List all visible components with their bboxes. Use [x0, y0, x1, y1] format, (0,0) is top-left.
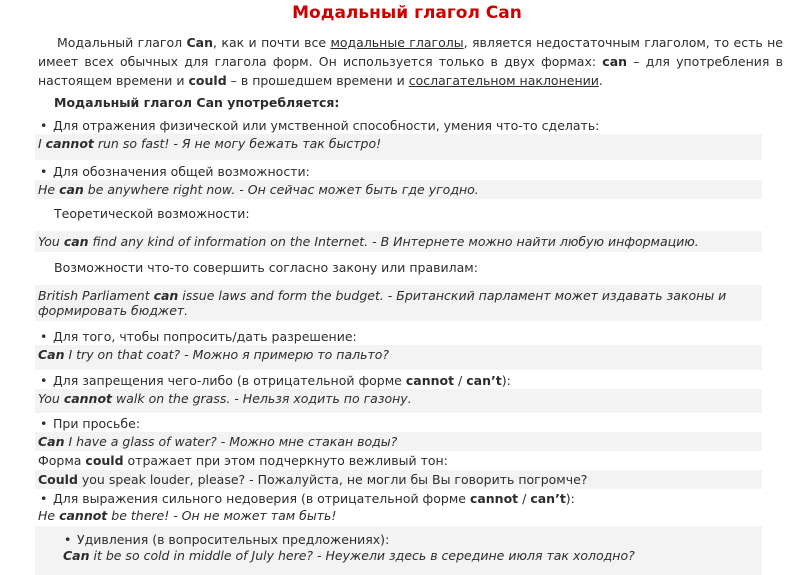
example-disbelief: He cannot be there! - Он не может там быть! — [38, 508, 337, 523]
page-title: Модальный глагол Can — [292, 3, 522, 23]
bullet-label: Для обозначения общей возможности: — [53, 164, 310, 179]
bullet-icon: • — [40, 329, 48, 344]
heading-theoretical-possibility: Теоретической возможности: — [54, 206, 250, 221]
inline-link[interactable]: сослагательном наклонении — [408, 73, 599, 88]
bullet-item-permission — [40, 329, 776, 344]
bullet-item-ability — [40, 118, 776, 133]
example-prohibition: You cannot walk on the grass. - Нельзя ходить по газону. — [35, 389, 762, 413]
bullet-icon: • — [64, 532, 72, 547]
bullet-item-surprise — [64, 532, 754, 547]
bullet-label: Для того, чтобы попросить/дать разрешение: — [53, 329, 357, 344]
inline-link[interactable]: модальные глаголы — [330, 35, 464, 50]
example-legal-possibility: British Parliament can issue laws and form the budget. - Британский парламент может издавать законы и формировать бюджет. — [35, 285, 762, 321]
surprise-section — [35, 526, 762, 575]
example-ability: I cannot run so fast! - Я не могу бежать так быстро! — [35, 134, 762, 160]
heading-polite-request: Форма could отражает при этом подчеркнуто вежливый тон: — [38, 453, 448, 468]
example-general-possibility: He can be anywhere right now. - Он сейчас может быть где угодно. — [35, 180, 762, 199]
example-request: Can I have a glass of water? - Можно мне стакан воды? — [35, 432, 762, 451]
bullet-label: Для выражения сильного недоверия (в отрицательной форме cannot / can’t): — [53, 491, 575, 506]
example-surprise: Can it be so cold in middle of July here? - Неужели здесь в середине июля так холодно? — [63, 548, 635, 563]
bullet-icon: • — [40, 491, 48, 506]
lesson-page — [0, 3, 807, 575]
bullet-item-disbelief — [40, 491, 776, 506]
bullet-item-prohibition — [40, 373, 776, 388]
bullet-label: При просьбе: — [53, 416, 141, 431]
bullet-icon: • — [40, 373, 48, 388]
heading-legal-possibility: Возможности что-то совершить согласно закону или правилам: — [54, 260, 478, 275]
bullet-icon: • — [40, 118, 48, 133]
bullet-item-request — [40, 416, 776, 431]
example-theoretical-possibility: You can find any kind of information on the Internet. - В Интернете можно найти любую информацию. — [35, 231, 762, 252]
bullet-label: Удивления (в вопросительных предложениях): — [77, 532, 390, 547]
intro-paragraph: Модальный глагол Can, как и почти все модальные глаголы, является недостаточным глаголом, то есть не имеет всех обычных для глагола форм. Он используется только в двух формах: can – для употребления в настоящем времени и could – в прошедшем времени и сослагательном наклонении. — [38, 35, 783, 88]
bullet-icon: • — [40, 416, 48, 431]
bullet-label: Для запрещения чего-либо (в отрицательной форме cannot / can’t): — [53, 373, 511, 388]
bullet-icon: • — [40, 164, 48, 179]
bullet-item-general-possibility — [40, 164, 776, 179]
example-permission: Can I try on that coat? - Можно я примерю то пальто? — [35, 345, 762, 370]
example-polite-request: Could you speak louder, please? - Пожалуйста, не могли бы Вы говорить погромче? — [35, 470, 762, 489]
bullet-label: Для отражения физической или умственной способности, умения что-то сделать: — [53, 118, 600, 133]
usage-heading: Модальный глагол Can употребляется: — [54, 95, 340, 110]
